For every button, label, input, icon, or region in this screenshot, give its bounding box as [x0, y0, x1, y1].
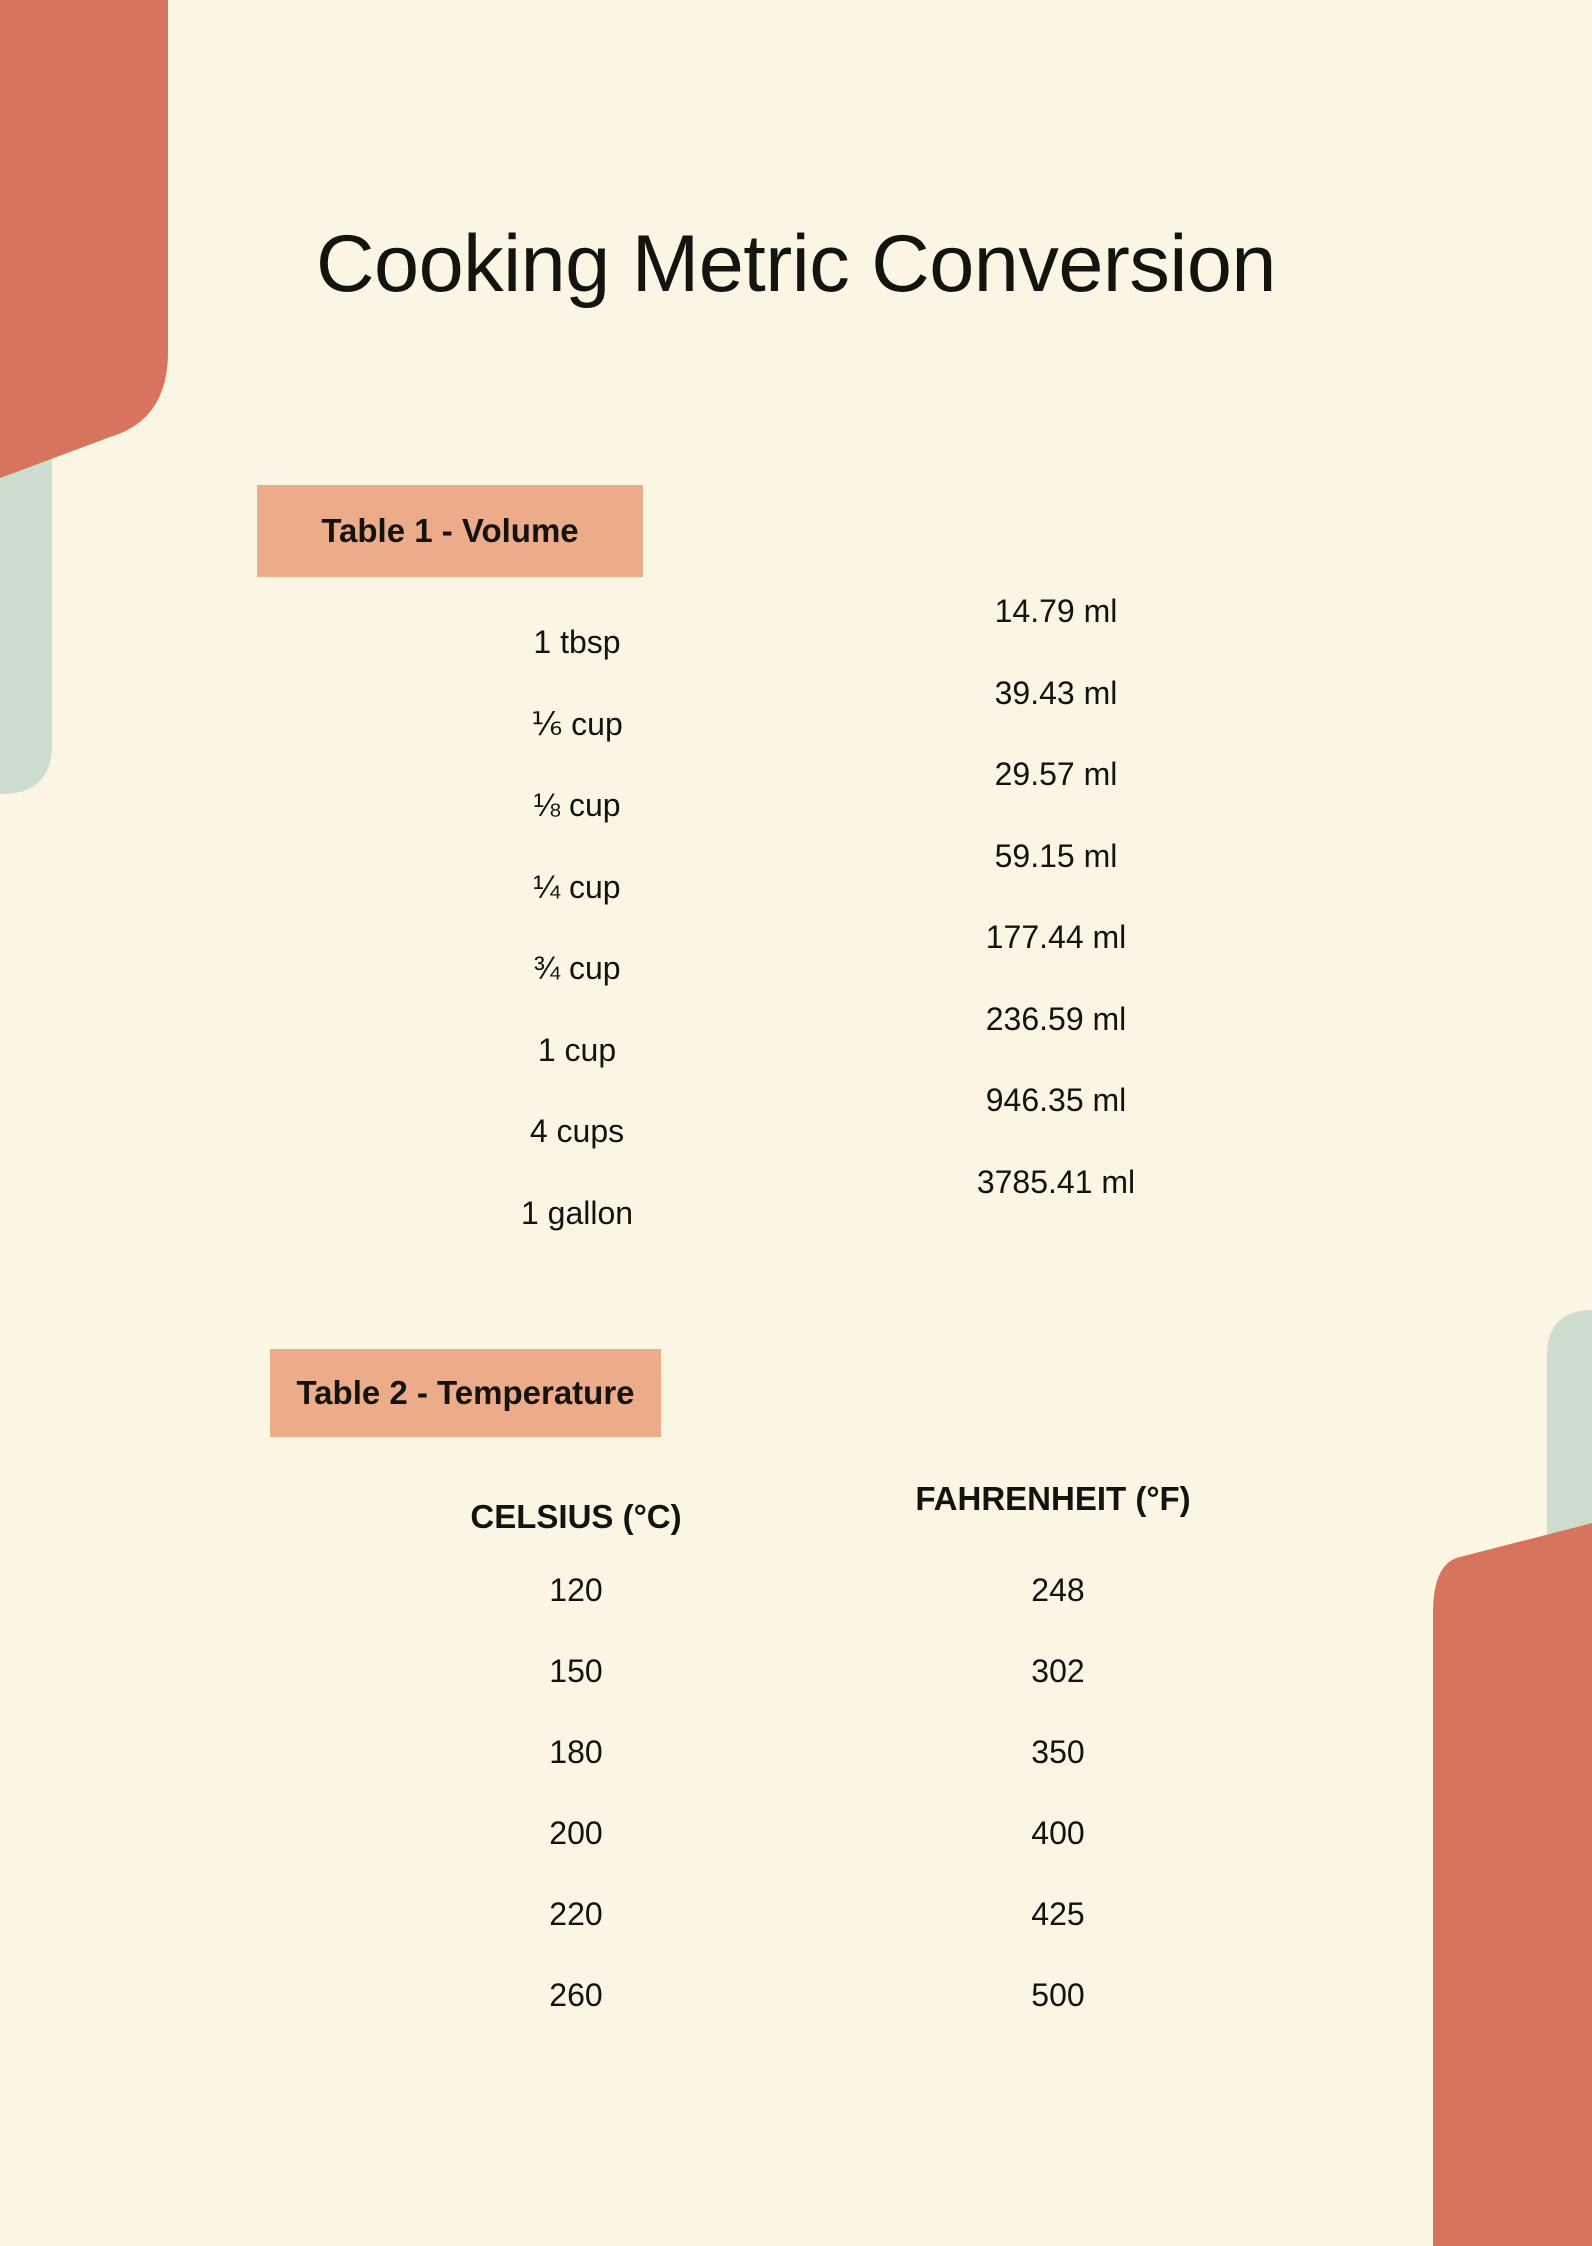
celsius-value: 120 — [549, 1572, 603, 1608]
volume-table-title: Table 1 - Volume — [321, 512, 579, 549]
volume-metric-value: 946.35 ml — [985, 1082, 1127, 1119]
page-title: Cooking Metric Conversion — [316, 219, 1276, 309]
coral-bottom-right-shape — [1433, 1519, 1592, 2246]
volume-us-value: ¾ cup — [533, 950, 621, 987]
volume-us-value: ⅙ cup — [531, 706, 623, 743]
sage-bar-right-shape — [1547, 1310, 1592, 2246]
fahrenheit-value: 350 — [1031, 1734, 1085, 1770]
celsius-column-header: CELSIUS (°C) — [470, 1498, 682, 1535]
celsius-value: 220 — [549, 1896, 603, 1932]
volume-us-column — [377, 602, 777, 1254]
volume-us-value: 1 gallon — [520, 1194, 634, 1231]
fahrenheit-column — [858, 1550, 1258, 2036]
volume-us-value: ¼ cup — [533, 868, 621, 905]
bottom-right-decor — [1322, 1301, 1592, 2246]
celsius-value: 200 — [549, 1815, 603, 1851]
volume-metric-value: 177.44 ml — [985, 919, 1127, 956]
fahrenheit-value: 400 — [1031, 1815, 1085, 1851]
volume-metric-value: 59.15 ml — [994, 837, 1118, 874]
celsius-column — [376, 1550, 776, 2036]
celsius-value: 260 — [549, 1977, 603, 2013]
temperature-table-title: Table 2 - Temperature — [296, 1374, 635, 1411]
fahrenheit-value: 248 — [1031, 1572, 1085, 1608]
volume-metric-value: 39.43 ml — [994, 674, 1118, 711]
volume-us-value: ⅛ cup — [533, 787, 621, 824]
volume-metric-value: 29.57 ml — [994, 756, 1118, 793]
volume-metric-value: 14.79 ml — [994, 593, 1118, 630]
volume-us-value: 1 tbsp — [533, 624, 621, 661]
celsius-value: 180 — [549, 1734, 603, 1770]
top-left-decor — [0, 0, 260, 820]
volume-table-header-badge — [257, 485, 643, 577]
celsius-value: 150 — [549, 1653, 603, 1689]
volume-us-value: 1 cup — [537, 1031, 617, 1068]
temperature-table-header-badge — [270, 1349, 661, 1437]
fahrenheit-value: 302 — [1031, 1653, 1085, 1689]
volume-metric-value: 236.59 ml — [985, 1000, 1127, 1037]
sage-bar-left-shape — [0, 380, 52, 794]
fahrenheit-value: 425 — [1031, 1896, 1085, 1932]
volume-metric-value: 3785.41 ml — [976, 1163, 1136, 1200]
fahrenheit-value: 500 — [1031, 1977, 1085, 2013]
fahrenheit-column-header: FAHRENHEIT (°F) — [915, 1480, 1191, 1517]
volume-us-value: 4 cups — [529, 1113, 625, 1150]
volume-metric-column — [856, 571, 1256, 1223]
